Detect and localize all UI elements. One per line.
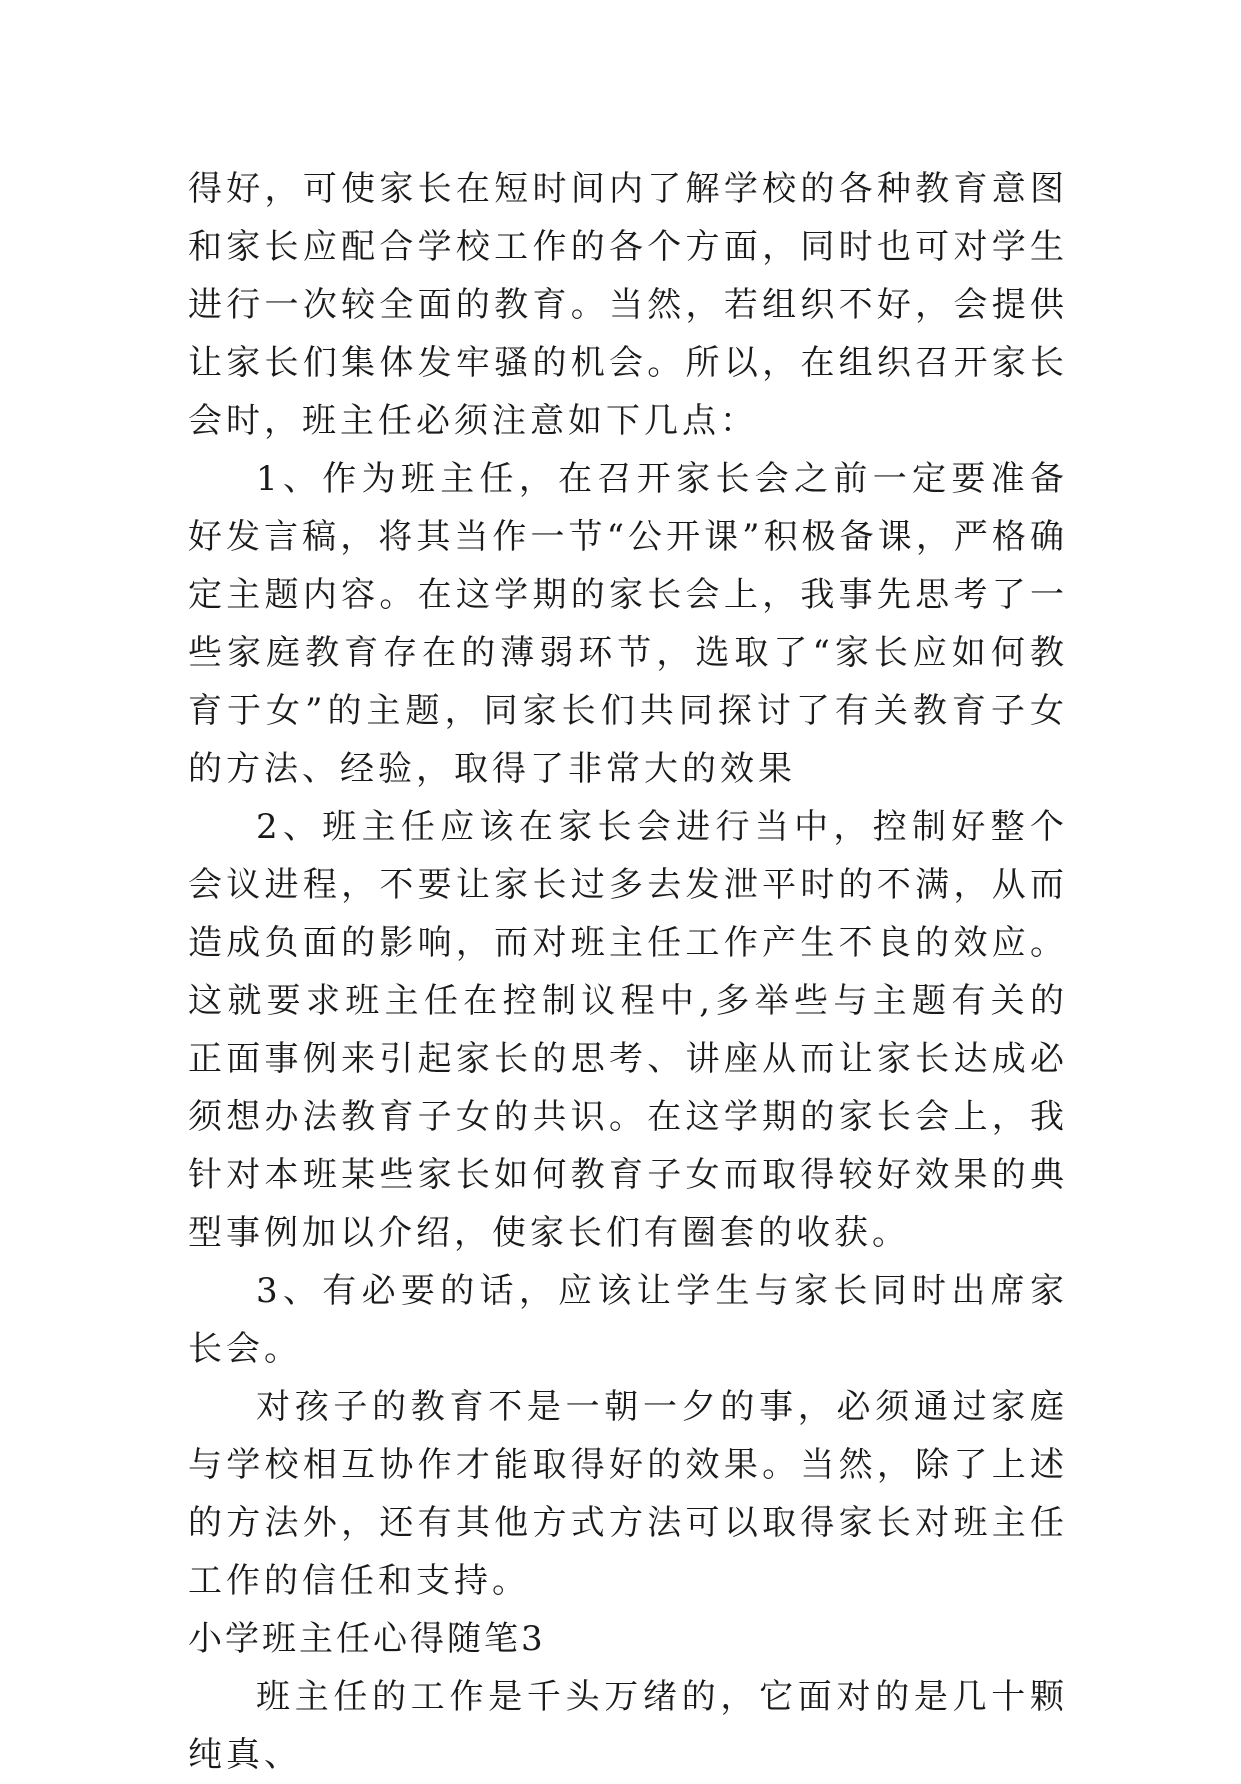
paragraph-point-2: 2、班主任应该在家长会进行当中，控制好整个会议进程，不要让家长过多去发泄平时的不满，从而造成负面的影响，而对班主任工作产生不良的效应。这就要求班主任在控制议程中,多举些与主题有关的正面事例来引起家长的思考、讲座从而让家长达成必须想办法教育子女的共识。在这学期的家长会上，我针对本班某些家长如何教育子女而取得较好效果的典型事例加以介绍，使家长们有圈套的收获。 xyxy=(188,807,1068,1253)
paragraph-conclusion: 对孩子的教育不是一朝一夕的事，必须通过家庭与学校相互协作才能取得好的效果。当然，除了上述的方法外，还有其他方式方法可以取得家长对班主任工作的信任和支持。 xyxy=(188,1387,1068,1601)
paragraph-point-1: 1、作为班主任，在召开家长会之前一定要准备好发言稿，将其当作一节“公开课”积极备课，严格确定主题内容。在这学期的家长会上，我事先思考了一些家庭教育存在的薄弱环节，选取了“家长应如何教育于女”的主题，同家长们共同探讨了有关教育子女的方法、经验，取得了非常大的效果 xyxy=(188,459,1068,789)
paragraph-point-3: 3、有必要的话，应该让学生与家长同时出席家长会。 xyxy=(188,1271,1068,1369)
document-body xyxy=(188,160,1068,1784)
paragraph-intro: 得好，可使家长在短时间内了解学校的各种教育意图和家长应配合学校工作的各个方面，同时也可对学生进行一次较全面的教育。当然，若组织不好，会提供让家长们集体发牢骚的机会。所以，在组织召开家长会时，班主任必须注意如下几点： xyxy=(188,169,1068,441)
section-heading: 小学班主任心得随笔3 xyxy=(188,1619,546,1659)
paragraph-section-start: 班主任的工作是千头万绪的，它面对的是几十颗纯真、 xyxy=(188,1677,1068,1775)
